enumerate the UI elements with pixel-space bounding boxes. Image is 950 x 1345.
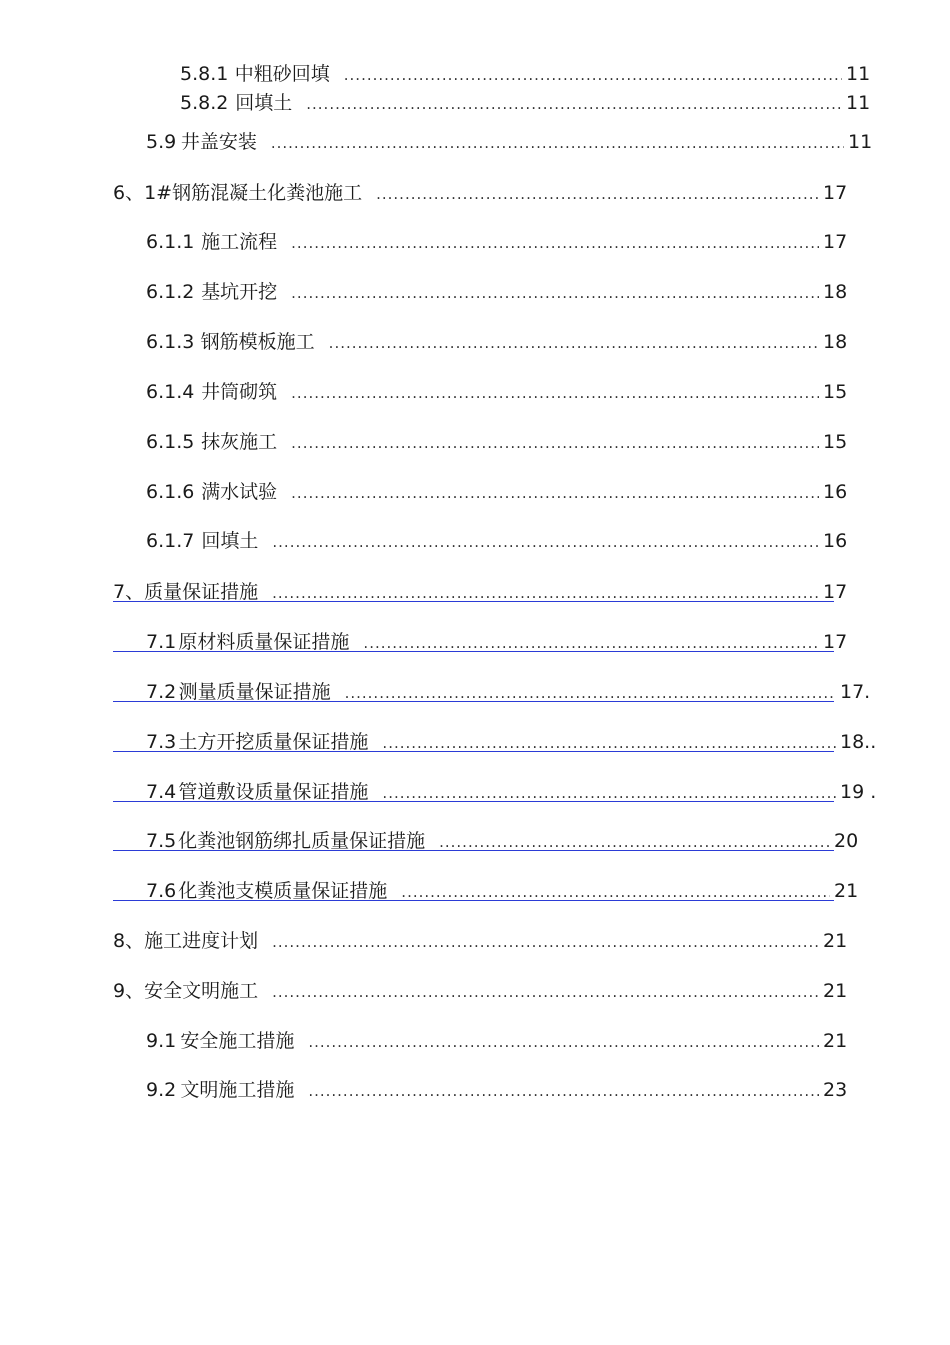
dot-leader bbox=[272, 929, 819, 955]
toc-title: 原材料质量保证措施 bbox=[178, 631, 350, 653]
toc-entry[interactable] bbox=[113, 928, 848, 955]
toc-page: 15 bbox=[823, 381, 848, 403]
toc-number: 6.1.4 bbox=[146, 381, 195, 403]
toc-entry[interactable] bbox=[146, 479, 848, 506]
dot-leader bbox=[291, 230, 819, 256]
toc-page: 16 bbox=[823, 481, 848, 503]
toc-title: 回填土 bbox=[201, 530, 259, 552]
toc-number: 9.2 bbox=[146, 1079, 177, 1101]
toc-number: 6.1.7 bbox=[146, 530, 195, 552]
toc-number: 6.1.2 bbox=[146, 281, 195, 303]
toc-page: 21 bbox=[823, 1030, 848, 1052]
toc-entry[interactable] bbox=[146, 1077, 848, 1104]
toc-title: 化粪池钢筋绑扎质量保证措施 bbox=[178, 830, 426, 852]
toc-entry[interactable] bbox=[146, 1028, 848, 1055]
toc-entry[interactable] bbox=[146, 379, 848, 406]
dot-leader bbox=[345, 680, 836, 706]
toc-title: 井盖安装 bbox=[180, 131, 257, 153]
toc-number: 7.4 bbox=[146, 781, 177, 803]
toc-page: 11 bbox=[846, 63, 871, 85]
dot-leader bbox=[291, 280, 819, 306]
dot-leader bbox=[363, 630, 819, 656]
dot-leader bbox=[308, 1029, 819, 1055]
toc-page: 16 bbox=[823, 530, 848, 552]
toc-number: 6.1.5 bbox=[146, 431, 195, 453]
toc-title: 施工进度计划 bbox=[144, 930, 259, 952]
dot-leader bbox=[272, 580, 819, 606]
toc-title: 测量质量保证措施 bbox=[178, 681, 331, 703]
toc-title: 钢筋模板施工 bbox=[200, 331, 315, 353]
toc-title: 土方开挖质量保证措施 bbox=[178, 731, 369, 753]
toc-entry[interactable] bbox=[146, 279, 848, 306]
dot-leader bbox=[382, 780, 836, 806]
toc-page: 15 bbox=[823, 431, 848, 453]
toc-page: 21 bbox=[823, 980, 848, 1002]
toc-page: 11 bbox=[848, 131, 873, 153]
toc-title: 文明施工措施 bbox=[180, 1079, 295, 1101]
toc-page: 21 bbox=[834, 880, 859, 902]
toc-page: 18 bbox=[823, 281, 848, 303]
toc-number: 6.1.6 bbox=[146, 481, 195, 503]
hyperlink-underline bbox=[113, 900, 834, 901]
dot-leader bbox=[291, 380, 819, 406]
dot-leader bbox=[344, 62, 842, 88]
hyperlink-underline bbox=[113, 701, 834, 702]
toc-entry[interactable] bbox=[113, 180, 848, 207]
toc-title: 井筒砌筑 bbox=[201, 381, 278, 403]
toc-title: 1#钢筋混凝土化粪池施工 bbox=[144, 182, 363, 204]
toc-title: 安全文明施工 bbox=[144, 980, 259, 1002]
toc-page: 17 bbox=[823, 631, 848, 653]
toc-page: 19 . bbox=[840, 781, 877, 803]
hyperlink-underline bbox=[113, 601, 834, 602]
hyperlink-underline bbox=[113, 801, 834, 802]
toc-number: 6.1.1 bbox=[146, 231, 195, 253]
dot-leader bbox=[439, 829, 830, 855]
toc-number: 6.1.3 bbox=[146, 331, 195, 353]
dot-leader bbox=[401, 879, 830, 905]
toc-page: 17. bbox=[840, 681, 871, 703]
toc-number: 9、 bbox=[113, 980, 145, 1002]
toc-page: 21 bbox=[823, 930, 848, 952]
toc-number: 7.2 bbox=[146, 681, 177, 703]
toc-title: 施工流程 bbox=[201, 231, 278, 253]
hyperlink-underline bbox=[113, 751, 834, 752]
toc-page: 18 bbox=[823, 331, 848, 353]
toc-number: 7.5 bbox=[146, 830, 177, 852]
toc-entry[interactable] bbox=[146, 129, 873, 156]
toc-title: 抹灰施工 bbox=[201, 431, 278, 453]
toc-page: 17 bbox=[823, 231, 848, 253]
toc-number: 7.3 bbox=[146, 731, 177, 753]
toc-number: 5.8.2 bbox=[180, 92, 229, 114]
dot-leader bbox=[272, 529, 819, 555]
dot-leader bbox=[272, 979, 819, 1005]
toc-entry[interactable] bbox=[146, 229, 848, 256]
toc-page: 18.. bbox=[840, 731, 877, 753]
toc-entry[interactable] bbox=[180, 61, 871, 88]
toc-number: 6、 bbox=[113, 182, 145, 204]
toc-number: 7.6 bbox=[146, 880, 177, 902]
toc-entry[interactable] bbox=[180, 90, 871, 117]
dot-leader bbox=[271, 130, 844, 156]
toc-number: 7、 bbox=[113, 581, 145, 603]
dot-leader bbox=[382, 730, 836, 756]
dot-leader bbox=[306, 91, 842, 117]
dot-leader bbox=[291, 430, 819, 456]
toc-page: 23 bbox=[823, 1079, 848, 1101]
hyperlink-underline bbox=[113, 651, 834, 652]
toc-number: 7.1 bbox=[146, 631, 177, 653]
toc-number: 5.9 bbox=[146, 131, 177, 153]
toc-number: 9.1 bbox=[146, 1030, 177, 1052]
toc-title: 质量保证措施 bbox=[144, 581, 259, 603]
dot-leader bbox=[329, 330, 819, 356]
toc-entry[interactable] bbox=[146, 329, 848, 356]
toc-number: 5.8.1 bbox=[180, 63, 229, 85]
toc-page: 17 bbox=[823, 182, 848, 204]
toc-entry[interactable] bbox=[146, 429, 848, 456]
toc-title: 化粪池支模质量保证措施 bbox=[178, 880, 388, 902]
toc-title: 回填土 bbox=[235, 92, 293, 114]
toc-entry[interactable] bbox=[146, 528, 848, 555]
hyperlink-underline bbox=[113, 850, 834, 851]
toc-page: 20 bbox=[834, 830, 859, 852]
toc-number: 8、 bbox=[113, 930, 145, 952]
toc-page: 17 bbox=[823, 581, 848, 603]
dot-leader bbox=[291, 480, 819, 506]
dot-leader bbox=[376, 181, 819, 207]
toc-page: 11 bbox=[846, 92, 871, 114]
toc-title: 基坑开挖 bbox=[201, 281, 278, 303]
toc-entry[interactable] bbox=[113, 978, 848, 1005]
toc-title: 满水试验 bbox=[201, 481, 278, 503]
toc-title: 中粗砂回填 bbox=[234, 63, 330, 85]
toc-title: 管道敷设质量保证措施 bbox=[178, 781, 369, 803]
dot-leader bbox=[308, 1078, 819, 1104]
toc-title: 安全施工措施 bbox=[180, 1030, 295, 1052]
